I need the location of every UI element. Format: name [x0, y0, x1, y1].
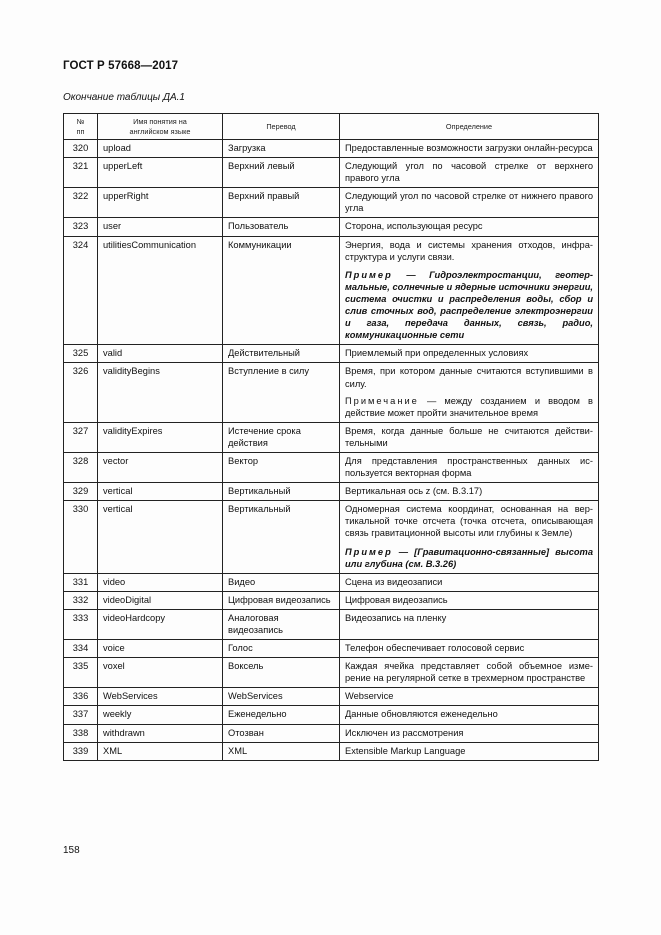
term-cell: XML — [98, 742, 223, 760]
term-cell: vector — [98, 452, 223, 482]
term-cell: upload — [98, 140, 223, 158]
translation-cell: Действительный — [223, 345, 340, 363]
row-number: 329 — [64, 483, 98, 501]
translation-cell: WebServices — [223, 688, 340, 706]
column-header-term: Имя понятия на английском языке — [98, 114, 223, 140]
term-cell: upperRight — [98, 188, 223, 218]
definition-cell — [340, 742, 599, 760]
table-header-row — [64, 114, 599, 140]
definition-text: Следующий угол по часовой стрелке от верхнего правого угла — [345, 161, 593, 184]
definition-cell — [340, 188, 599, 218]
example-text — [345, 546, 593, 570]
term-cell: videoHardcopy — [98, 609, 223, 639]
table-row — [64, 724, 599, 742]
table-row — [64, 140, 599, 158]
row-number: 330 — [64, 501, 98, 573]
definition-cell — [340, 363, 599, 422]
definition-text: Данные обновляются еженедельно — [345, 709, 498, 720]
definition-text: Сцена из видеозаписи — [345, 576, 443, 587]
definition-text: Webservice — [345, 691, 394, 702]
row-number: 321 — [64, 158, 98, 188]
page-number: 158 — [63, 845, 80, 856]
translation-cell: Коммуникации — [223, 236, 340, 345]
term-cell: WebServices — [98, 688, 223, 706]
definition-text: Одномерная система координат, основанная на вертикальной точке отсчета (точка отсчета, описывающая связь гравитационной высоты или глубины к Земле) — [345, 504, 593, 539]
definition-text: Следующий угол по часовой стрелке от нижнего правого угла — [345, 191, 593, 214]
translation-cell: XML — [223, 742, 340, 760]
table-row — [64, 501, 599, 573]
row-number: 333 — [64, 609, 98, 639]
term-cell: utilitiesCommunication — [98, 236, 223, 345]
definition-cell — [340, 236, 599, 345]
term-cell: upperLeft — [98, 158, 223, 188]
row-number: 336 — [64, 688, 98, 706]
row-number: 328 — [64, 452, 98, 482]
definition-cell — [340, 688, 599, 706]
definition-text: Вертикальная ось z (см. B.3.17) — [345, 486, 483, 497]
translation-cell: Вертикальный — [223, 483, 340, 501]
document-id: ГОСТ Р 57668—2017 — [63, 60, 179, 72]
translation-cell: Вступление в силу — [223, 363, 340, 422]
definition-cell — [340, 345, 599, 363]
translation-cell: Верхний правый — [223, 188, 340, 218]
definition-cell — [340, 452, 599, 482]
term-cell: weekly — [98, 706, 223, 724]
term-cell: validityExpires — [98, 422, 223, 452]
table-caption: Окончание таблицы ДА.1 — [63, 92, 185, 103]
translation-cell: Аналоговая видеозапись — [223, 609, 340, 639]
row-number: 337 — [64, 706, 98, 724]
example-body: — [Гравитационно-связанные] высота или глубина (см. B.3.26) — [345, 546, 593, 569]
translation-cell: Загрузка — [223, 140, 340, 158]
note-label: Примечание — [345, 395, 419, 406]
row-number: 334 — [64, 640, 98, 658]
table-row — [64, 573, 599, 591]
definition-text: Сторона, использующая ресурс — [345, 221, 483, 232]
note-text — [345, 395, 593, 419]
table-row — [64, 688, 599, 706]
example-label: Пример — [345, 269, 393, 280]
translation-cell: Вертикальный — [223, 501, 340, 573]
example-text — [345, 269, 593, 342]
definition-cell — [340, 573, 599, 591]
row-number: 327 — [64, 422, 98, 452]
row-number: 339 — [64, 742, 98, 760]
definition-cell — [340, 706, 599, 724]
translation-cell: Истечение срока действия — [223, 422, 340, 452]
definition-cell — [340, 483, 599, 501]
table-row — [64, 422, 599, 452]
definition-cell — [340, 658, 599, 688]
definition-text: Видеозапись на пленку — [345, 612, 447, 623]
definition-cell — [340, 724, 599, 742]
row-number: 322 — [64, 188, 98, 218]
definition-text: Приемлемый при определенных условиях — [345, 348, 529, 359]
definition-cell — [340, 591, 599, 609]
definition-text: Цифровая видеозапись — [345, 594, 448, 605]
column-header-num: № пп — [64, 114, 98, 140]
table-row — [64, 591, 599, 609]
term-cell: video — [98, 573, 223, 591]
row-number: 338 — [64, 724, 98, 742]
table-row — [64, 236, 599, 345]
table-row — [64, 158, 599, 188]
definition-text: Энергия, вода и системы хранения отходов, инфраструктура и услуги связи. — [345, 239, 593, 262]
translation-cell: Цифровая видеозапись — [223, 591, 340, 609]
terms-table — [63, 113, 599, 761]
definition-cell — [340, 609, 599, 639]
definition-cell — [340, 158, 599, 188]
term-cell: vertical — [98, 483, 223, 501]
translation-cell: Воксель — [223, 658, 340, 688]
column-header-definition: Определение — [340, 114, 599, 140]
table-row — [64, 706, 599, 724]
definition-text: Для представления пространственных данных используется векторная форма — [345, 455, 593, 479]
row-number: 332 — [64, 591, 98, 609]
table-row — [64, 483, 599, 501]
example-label: Пример — [345, 546, 393, 557]
translation-cell: Голос — [223, 640, 340, 658]
translation-cell: Вектор — [223, 452, 340, 482]
definition-cell — [340, 501, 599, 573]
row-number: 323 — [64, 218, 98, 236]
definition-text: Исключен из рассмотрения — [345, 727, 464, 738]
term-cell: voxel — [98, 658, 223, 688]
definition-cell — [340, 422, 599, 452]
definition-text: Каждая ячейка представляет собой объемное измерение на регулярной сетке в трехмерном пространстве — [345, 661, 593, 684]
row-number: 325 — [64, 345, 98, 363]
table-row — [64, 188, 599, 218]
table-row — [64, 363, 599, 422]
definition-text: Предоставленные возможности загрузки онлайн-ресурса — [345, 143, 593, 153]
term-cell: vertical — [98, 501, 223, 573]
translation-cell: Еженедельно — [223, 706, 340, 724]
term-cell: valid — [98, 345, 223, 363]
table-row — [64, 609, 599, 639]
row-number: 326 — [64, 363, 98, 422]
table-row — [64, 218, 599, 236]
definition-text: Extensible Markup Language — [345, 745, 466, 756]
definition-cell — [340, 640, 599, 658]
example-body: — Гидроэлектростанции, геотермальные, солнечные и ядерные источники энергии, система очистки и распределения воды, сбор и слив сточных вод, распределение электроэнергии и газа, передача данных, связь, радио, коммуникационные сети — [345, 269, 593, 341]
row-number: 320 — [64, 140, 98, 158]
column-header-translation: Перевод — [223, 114, 340, 140]
table-row — [64, 452, 599, 482]
term-cell: withdrawn — [98, 724, 223, 742]
definition-cell — [340, 140, 599, 158]
table-row — [64, 742, 599, 760]
note-body: — между созданием и вводом в действие может пройти значительное время — [345, 395, 593, 418]
definition-cell — [340, 218, 599, 236]
table-row — [64, 658, 599, 688]
term-cell: voice — [98, 640, 223, 658]
translation-cell: Отозван — [223, 724, 340, 742]
definition-text: Телефон обеспечивает голосовой сервис — [345, 643, 525, 654]
table-row — [64, 345, 599, 363]
translation-cell: Пользователь — [223, 218, 340, 236]
translation-cell: Верхний левый — [223, 158, 340, 188]
row-number: 335 — [64, 658, 98, 688]
term-cell: validityBegins — [98, 363, 223, 422]
row-number: 331 — [64, 573, 98, 591]
definition-text: Время, при котором данные считаются вступившими в силу. — [345, 366, 593, 389]
translation-cell: Видео — [223, 573, 340, 591]
definition-text: Время, когда данные больше не считаются действительными — [345, 425, 593, 448]
table-row — [64, 640, 599, 658]
term-cell: user — [98, 218, 223, 236]
row-number: 324 — [64, 236, 98, 345]
term-cell: videoDigital — [98, 591, 223, 609]
